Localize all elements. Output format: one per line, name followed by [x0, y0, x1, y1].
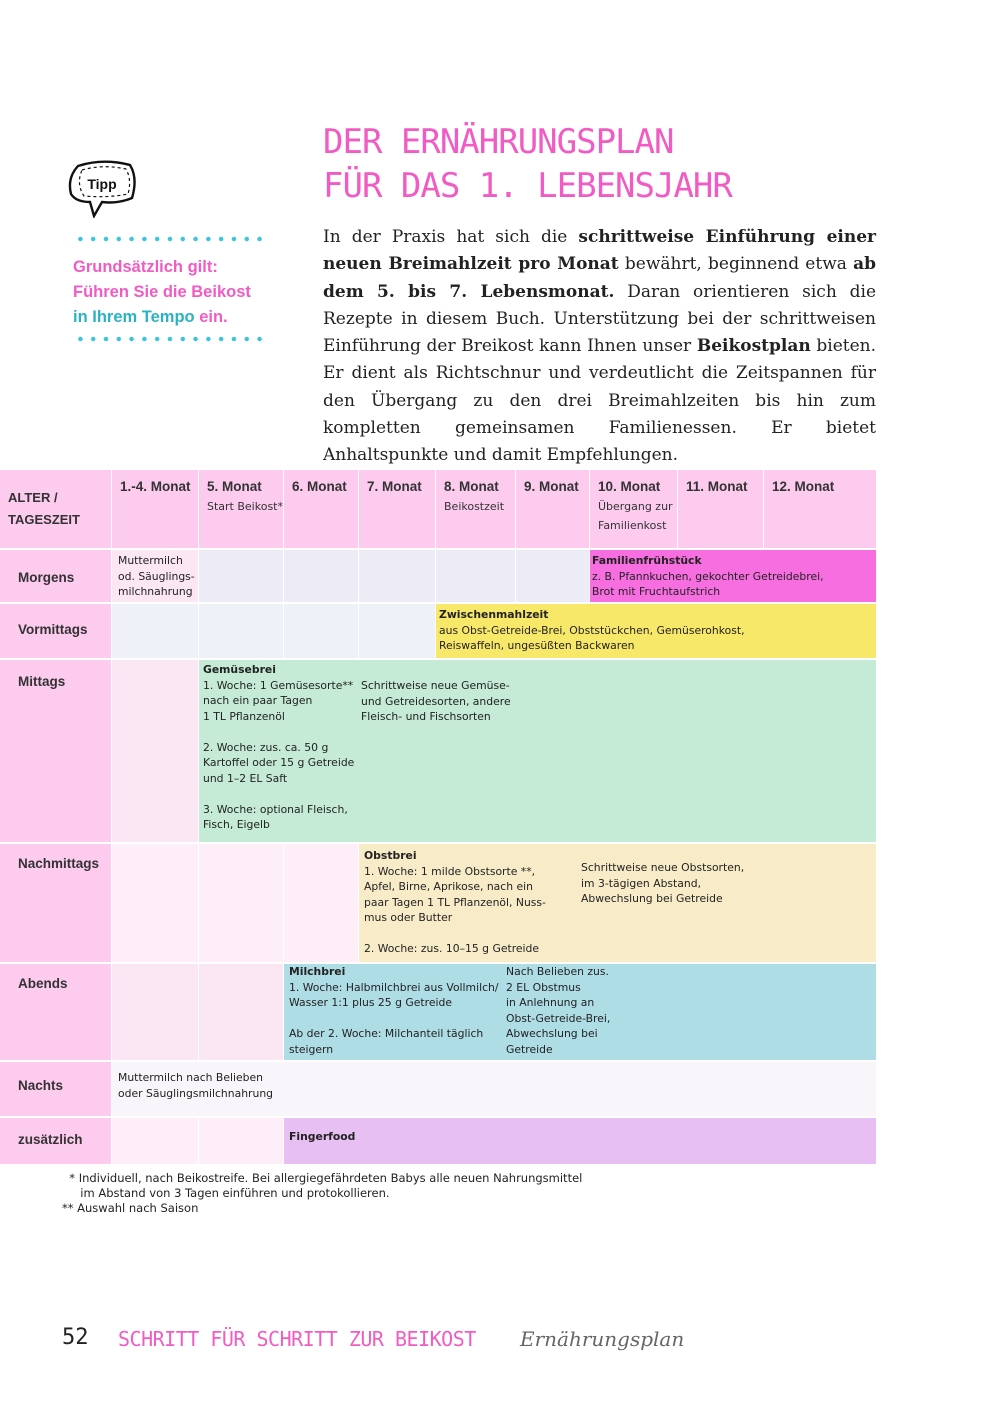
tip-speech-bubble-icon	[68, 160, 138, 218]
month-sublabel: Beikostzeit	[444, 500, 505, 513]
footnotes: * Individuell, nach Beikostreife. Bei allergiegefährdeten Babys alle neuen Nahrungsmittel im Abstand von 3 Tagen einführen und protokollieren. ** Auswahl nach Saison	[62, 1171, 583, 1215]
cell-title: Obstbrei	[364, 849, 417, 862]
month-label: 5. Monat	[207, 479, 262, 494]
running-section-title: SCHRITT FÜR SCHRITT ZUR BEIKOST	[118, 1327, 476, 1351]
cell-title: Familienfrühstück	[592, 554, 702, 567]
intro-paragraph	[323, 224, 876, 470]
mittags-more-text: Schrittweise neue Gemüse- und Getreidesorten, andere Fleisch- und Fischsorten	[361, 679, 511, 723]
tip-text	[73, 255, 273, 330]
intro-text: Daran orientieren sich die Rezepte in diesem Buch. Unterstützung bei der schrittweisen Einführung der Breikost kann Ihnen unser	[323, 281, 876, 357]
corner-label: ALTER / TAGESZEIT	[8, 490, 80, 527]
intro-bold: ab dem 5. bis 7. Lebensmonat.	[323, 254, 877, 302]
zwischenmahlzeit-text	[439, 607, 745, 654]
tip-line: Grundsätzlich gilt:	[73, 258, 218, 276]
month-sublabel: Übergang zur Familienkost	[598, 500, 673, 532]
month-header	[283, 470, 358, 548]
cell-empty	[198, 602, 283, 658]
cell-empty	[198, 1116, 283, 1164]
row-label-nachts	[0, 1060, 111, 1116]
month-label: 9. Monat	[524, 479, 579, 494]
cell-body: z. B. Pfannkuchen, gekochter Getreidebrei, Brot mit Fruchtaufstrich	[592, 569, 824, 598]
row-label: Nachts	[18, 1078, 64, 1093]
row-label: Nachmittags	[18, 856, 100, 871]
cell-empty	[111, 658, 198, 842]
cell-empty	[358, 548, 435, 602]
month-header	[198, 470, 283, 548]
month-header	[677, 470, 763, 548]
tip-label: Tipp	[87, 176, 117, 192]
month-header	[515, 470, 589, 548]
row-label-nachmittags	[0, 842, 111, 962]
tip-line: Führen Sie die Beikost	[73, 283, 251, 301]
month-label: 1.-4. Monat	[120, 479, 191, 494]
dotted-divider-bottom	[74, 336, 266, 342]
running-chapter-title: Ernährungsplan	[520, 1327, 685, 1351]
cell-title: Zwischenmahlzeit	[439, 608, 549, 621]
cell-title: Gemüsebrei	[203, 663, 276, 676]
page-title	[323, 120, 883, 208]
intro-text: bewährt, beginnend etwa	[618, 254, 854, 275]
title-line-2: FÜR DAS 1. LEBENSJAHR	[323, 166, 732, 206]
tip-line: in Ihrem Tempo	[73, 308, 195, 326]
familienfruehstueck-text	[592, 553, 824, 600]
cell-body: 1. Woche: 1 Gemüsesorte** nach ein paar Tagen 1 TL Pflanzenöl 2. Woche: zus. ca. 50 g Kartoffel oder 15 g Getreide und 1–2 EL Saft 3. Woche: optional Fleisch, Fisch, Eigelb	[203, 678, 355, 831]
cell-empty	[435, 548, 515, 602]
month-label: 7. Monat	[367, 479, 422, 494]
row-label: Morgens	[18, 570, 75, 585]
row-label-morgens	[0, 548, 111, 602]
cell-empty	[515, 548, 589, 602]
cell-empty	[283, 602, 358, 658]
month-header	[589, 470, 677, 548]
month-label: 12. Monat	[772, 479, 835, 494]
row-label-vormittags	[0, 602, 111, 658]
nachmittags-more-text: Schrittweise neue Obstsorten, im 3-tägigen Abstand, Abwechslung bei Getreide	[581, 861, 745, 905]
cell-empty	[198, 842, 283, 962]
month-header	[435, 470, 515, 548]
month-label: 8. Monat	[444, 479, 499, 494]
dotted-divider-top	[74, 236, 266, 242]
abends-more-text: Nach Belieben zus. 2 EL Obstmus in Anlehnung an Obst-Getreide-Brei, Abwechslung bei Getreide	[506, 965, 611, 1056]
row-label-zusaetzlich	[0, 1116, 111, 1164]
milchbrei-text	[289, 964, 499, 1057]
page-number: 52	[62, 1325, 89, 1350]
row-label: Vormittags	[18, 622, 88, 637]
cell-empty	[283, 842, 358, 962]
fingerfood-cell	[283, 1116, 876, 1164]
cell-empty	[111, 602, 198, 658]
tip-line: ein.	[194, 308, 228, 326]
obstbrei-text	[364, 848, 546, 957]
month-header	[358, 470, 435, 548]
cell-empty	[111, 962, 198, 1060]
cell-empty	[358, 602, 435, 658]
table-corner-header	[0, 470, 111, 548]
gemuesebrei-text	[203, 662, 354, 833]
month-header	[763, 470, 876, 548]
row-label-mittags	[0, 658, 111, 842]
intro-text: bieten. Er dient als Richtschnur und verdeutlicht die Zeitspannen für den Übergang zu den drei Breimahlzeiten bis hin zum kompletten gemeinsamen Familienessen. Er bietet Anhaltspunkte und damit Empfehlungen.	[323, 336, 877, 466]
nachts-text: Muttermilch nach Belieben oder Säuglingsmilchnahrung	[118, 1071, 274, 1100]
cell-empty	[198, 962, 283, 1060]
cell-body: 1. Woche: 1 milde Obstsorte **, Apfel, Birne, Aprikose, nach ein paar Tagen 1 TL Pflanzenöl, Nuss- mus oder Butter 2. Woche: zus. 10–15 g Getreide	[364, 864, 546, 955]
morgens-milk-text: Muttermilch od. Säuglings- milchnahrung	[118, 554, 195, 598]
month-label: 10. Monat	[598, 479, 661, 494]
row-label-abends	[0, 962, 111, 1060]
cell-body: aus Obst-Getreide-Brei, Obststückchen, Gemüserohkost, Reiswaffeln, ungesüßten Backwaren	[439, 623, 745, 652]
month-header	[111, 470, 198, 548]
intro-bold: schrittweise Einführung einer neuen Breimahlzeit pro Monat	[323, 227, 877, 275]
month-label: 11. Monat	[686, 479, 748, 494]
cell-body: 1. Woche: Halbmilchbrei aus Vollmilch/ Wasser 1:1 plus 25 g Getreide Ab der 2. Woche: Milchanteil täglich steigern	[289, 980, 499, 1056]
row-label: zusätzlich	[18, 1132, 83, 1147]
cell-empty	[111, 842, 198, 962]
intro-text: In der Praxis hat sich die	[323, 227, 579, 247]
cell-title: Milchbrei	[289, 965, 346, 978]
row-label: Abends	[18, 976, 68, 991]
cell-empty	[198, 548, 283, 602]
fingerfood-text: Fingerfood	[289, 1130, 356, 1143]
title-line-1: DER ERNÄHRUNGSPLAN	[323, 122, 674, 162]
cell-empty	[111, 1116, 198, 1164]
month-label: 6. Monat	[292, 479, 347, 494]
cell-empty	[283, 548, 358, 602]
month-sublabel: Start Beikost*	[207, 500, 283, 513]
feeding-plan-table	[0, 470, 876, 1164]
row-label: Mittags	[18, 674, 66, 689]
intro-bold: Beikostplan	[696, 336, 811, 357]
